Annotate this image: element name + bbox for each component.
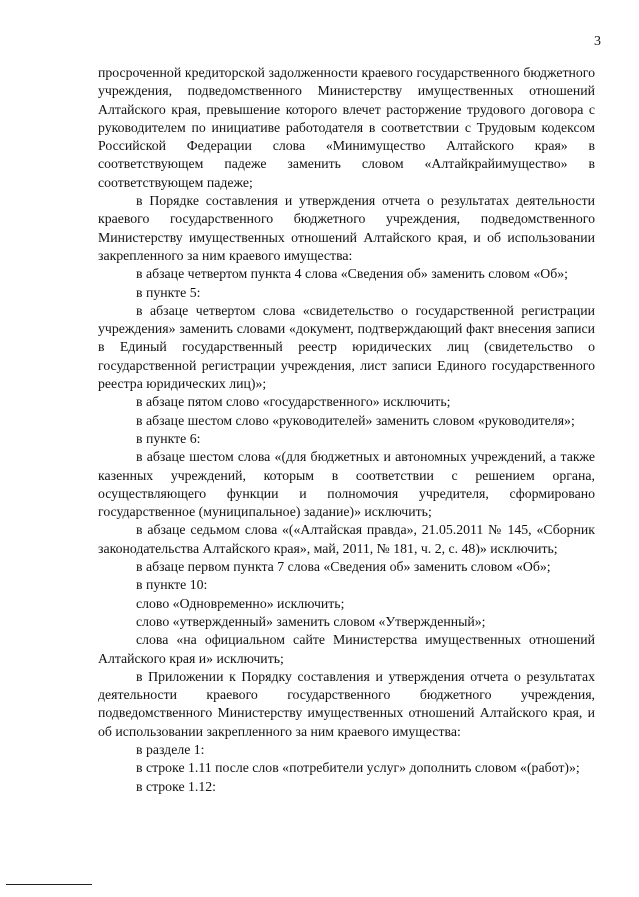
footnote-divider (6, 884, 92, 885)
paragraph: в строке 1.12: (136, 778, 216, 794)
paragraph: в Приложении к Порядку составления и утверждения отчета о результатах деятельности краевого государственного бюджетного учреждения, подведомственного Министерству имущественных отношений Алтайского края, и об использовании закрепленного за ним краевого имущества: (98, 668, 595, 739)
paragraph: в абзаце седьмом слова «(«Алтайская правда», 21.05.2011 № 145, «Сборник законодательства Алтайского края», май, 2011, № 181, ч. 2, с. 48)» исключить; (98, 522, 595, 556)
document-body (98, 64, 595, 796)
paragraph: в пункте 5: (136, 284, 201, 300)
paragraph: слова «на официальном сайте Министерства имущественных отношений Алтайского края и» исключить; (98, 632, 595, 666)
paragraph: в абзаце четвертом пункта 4 слова «Сведения об» заменить словом «Об»; (136, 266, 568, 282)
paragraph: в абзаце шестом слово «руководителей» заменить словом «руководителя»; (136, 412, 575, 428)
paragraph: в Порядке составления и утверждения отчета о результатах деятельности краевого государственного бюджетного учреждения, подведомственного Министерству имущественных отношений Алтайского края, и об использовании закрепленного за ним краевого имущества: (98, 193, 595, 263)
paragraph: в пункте 6: (136, 430, 201, 446)
paragraph: в абзаце шестом слова «(для бюджетных и автономных учреждений, а также казенных учреждений, которым в соответствии с решением органа, осуществляющего функции и полномочия учредителя, сформировано государственное (муниципальное) задание)» исключить; (98, 449, 595, 520)
paragraph: в абзаце четвертом слова «свидетельство о государственной регистрации учреждения» заменить словами «документ, подтверждающий факт внесения записи в Единый государственный реестр юридических лиц (свидетельство о государственной регистрации учреждения, лист записи Единого государственного реестра юридических лиц)»; (98, 302, 595, 392)
paragraph: в абзаце первом пункта 7 слова «Сведения об» заменить словом «Об»; (136, 559, 551, 575)
paragraph: в абзаце пятом слово «государственного» исключить; (136, 394, 451, 410)
page-number: 3 (594, 34, 601, 49)
paragraph: слово «Одновременно» исключить; (136, 595, 345, 611)
paragraph: в строке 1.11 после слов «потребители услуг» дополнить словом «(работ)»; (136, 760, 580, 776)
paragraph: в разделе 1: (136, 741, 205, 757)
paragraph: просроченной кредиторской задолженности краевого государственного бюджетного учреждения, подведомственного Министерству имущественных отношений Алтайского края, превышение которого влечет расторжение трудового договора с руководителем по инициативе работодателя в соответствии с Трудовым кодексом Российской Федерации слова «Минимущество Алтайского края» в соответствующем падеже заменить словом «Алтайкрайимущество» в соответствующем падеже; (98, 65, 595, 190)
paragraph: в пункте 10: (136, 577, 208, 593)
paragraph: слово «утвержденный» заменить словом «Утвержденный»; (136, 613, 486, 629)
